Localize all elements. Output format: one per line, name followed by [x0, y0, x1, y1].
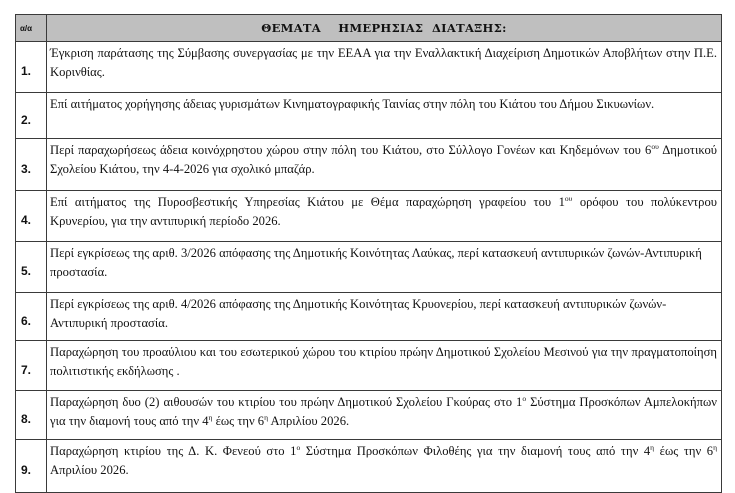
table-row	[16, 139, 722, 191]
ordinal-superscript: ο	[522, 394, 527, 403]
item-text	[47, 42, 722, 93]
item-text	[47, 93, 722, 139]
header-title: ΘΕΜΑΤΑ ΗΜΕΡΗΣΙΑΣ ΔΙΑΤΑΞΗΣ:	[47, 15, 722, 42]
item-text	[47, 391, 722, 440]
item-text-part: Δημοτικού Σχολείου Κιάτου, την 4-4-2026 για σχολικό μπαζάρ.	[50, 143, 717, 176]
table-row	[16, 42, 722, 93]
item-text-part: Περί εγκρίσεως της αριθ. 3/2026 απόφασης της Δημοτικής Κοινότητας Λαύκας, περί κατασκευή αντιπυρικών ζωνών-Αντιπυρική προστασία.	[50, 246, 702, 279]
table-row	[16, 293, 722, 341]
item-text-part: Απριλίου 2026.	[268, 414, 350, 428]
item-text-part: έως την 6	[654, 444, 714, 458]
item-text-part: ορόφου του πολύκεντρου Κρυνερίου, για την αντιπυρική περίοδο 2026.	[50, 195, 717, 228]
table-row	[16, 93, 722, 139]
table-row	[16, 341, 722, 391]
item-text-part: Σύστημα Προσκόπων Φιλοθέης για την διαμονή τους από την 4	[300, 444, 651, 458]
ordinal-superscript: ο	[296, 443, 301, 452]
item-text-part: Απριλίου 2026.	[50, 463, 129, 477]
item-number: 9.	[16, 440, 47, 493]
item-text-part: Περί εγκρίσεως της αριθ. 4/2026 απόφασης της Δημοτικής Κοινότητας Κρυονερίου, περί κατασκευή αντιπυρικών ζωνών-Αντιπυρική προστασία.	[50, 297, 667, 330]
item-text-part: Επί αιτήματος της Πυροσβεστικής Υπηρεσίας Κιάτου με Θέμα παραχώρηση γραφείου του 1	[50, 195, 565, 209]
ordinal-superscript: η	[264, 413, 269, 422]
item-text-part: έως την 6	[212, 414, 265, 428]
item-number: 7.	[16, 341, 47, 391]
item-text-part: Έγκριση παράτασης της Σύμβασης συνεργασίας με την ΕΕΑΑ για την Εναλλακτική Διαχείριση Δημοτικών Αποβλήτων στην Π.Ε. Κορινθίας.	[50, 46, 717, 79]
ordinal-superscript: η	[208, 413, 213, 422]
item-text-part: Παραχώρηση δυο (2) αιθουσών του κτιρίου του πρώην Δημοτικού Σχολείου Γκούρας στο 1	[50, 395, 523, 409]
item-text-part: Παραχώρηση του προαύλιου και του εσωτερικού χώρου του κτιρίου πρώην Δημοτικού Σχολείου Μεσινού για την πραγματοποίηση πολιτιστικής εκδήλωσης .	[50, 345, 717, 378]
item-text	[47, 242, 722, 293]
table-row	[16, 191, 722, 242]
item-number: 1.	[16, 42, 47, 93]
ordinal-superscript: ου	[651, 142, 659, 151]
item-number: 5.	[16, 242, 47, 293]
item-text	[47, 293, 722, 341]
item-number: 2.	[16, 93, 47, 139]
item-text	[47, 139, 722, 191]
item-text	[47, 440, 722, 493]
item-number: 4.	[16, 191, 47, 242]
agenda-table	[15, 14, 722, 493]
item-number: 3.	[16, 139, 47, 191]
table-row	[16, 391, 722, 440]
item-text	[47, 191, 722, 242]
header-number: α/α	[16, 15, 47, 42]
ordinal-superscript: ου	[564, 194, 573, 203]
ordinal-superscript: η	[650, 443, 655, 452]
item-text	[47, 341, 722, 391]
item-text-part: Σύστημα Προσκόπων Αμπελοκήπων για την διαμονή τους από την 4	[50, 395, 717, 428]
table-header-row	[16, 15, 722, 42]
table-row	[16, 440, 722, 493]
item-number: 8.	[16, 391, 47, 440]
item-number: 6.	[16, 293, 47, 341]
table-row	[16, 242, 722, 293]
item-text-part: Παραχώρηση κτιρίου της Δ. Κ. Φενεού στο 1	[50, 444, 297, 458]
item-text-part: Περί παραχωρήσεως άδεια κοινόχρηστου χώρου στην πόλη του Κιάτου, στο Σύλλογο Γονέων και Κηδεμόνων του 6	[50, 143, 652, 157]
item-text-part: Επί αιτήματος χορήγησης άδειας γυρισμάτων Κινηματογραφικής Ταινίας στην πόλη του Κιάτου του Δήμου Σικυωνίων.	[50, 97, 655, 111]
ordinal-superscript: η	[713, 443, 718, 452]
